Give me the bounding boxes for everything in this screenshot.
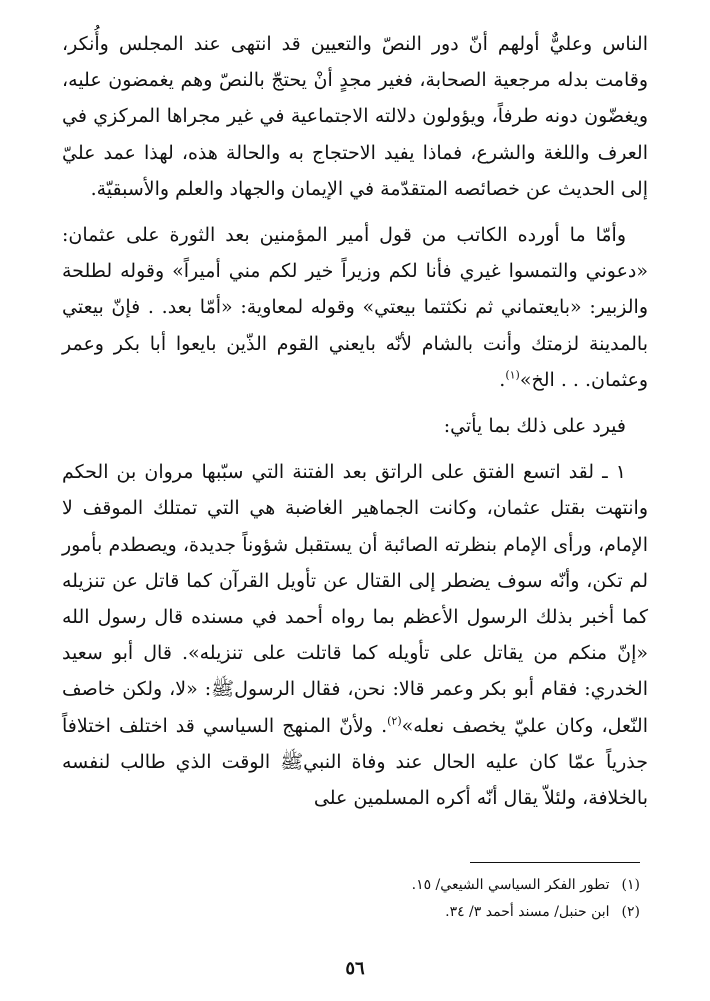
footnote-2-number: (٢) xyxy=(621,904,640,920)
paragraph-1-text: الناس وعليٌّ أولهم أنّ دور النصّ والتعيين قد انتهى عند المجلس وأُنكر، وقامت بدله مرجعية الصحابة، فغير مجدٍ أنْ يحتجّ بالنصّ وهم يغمضون عليه، ويغضّون دونه طرفاً، ويؤولون دلالته الاجتماعية في غير مجراها المركزي في العرف واللغة والشرع، فماذا يفيد الاحتجاج به والحالة هذه، لهذا عمد عليّ إلى الحديث عن خصائصه المتقدّمة في الإيمان والجهاد والعلم والأسبقيّة. xyxy=(62,33,648,200)
footnote-ref-1[interactable]: (١) xyxy=(505,368,520,382)
footnote-2-text: ابن حنبل/ مسند أحمد ٣/ ٣٤. xyxy=(445,904,610,920)
footnote-1-number: (١) xyxy=(621,877,640,893)
paragraph-3-text: فيرد على ذلك بما يأتي: xyxy=(443,415,626,438)
footnote-divider xyxy=(470,862,640,863)
paragraph-2: وأمّا ما أورده الكاتب من قول أمير المؤمنين بعد الثورة على عثمان: «دعوني والتمسوا غيري فأنا لكم وزيراً خير لكم مني أميراً» وقوله لطلحة والزبير: «بايعتماني ثم نكثتما بيعتي» وقوله لمعاوية: «أمّا بعد. . فإنّ بيعتي بالمدينة لزمتك وأنت بالشام لأنّه بايعني القوم الذّين بايعوا أبا بكر وعمر وعثمان. . . الخ»$^{(١)}$. xyxy=(62,224,648,391)
paragraph-3 xyxy=(62,408,648,444)
paragraph-4-continuation: . ولأنّ المنهج السياسي قد اختلف اختلافاً جذرياً عمّا كان عليه الحال عند وفاة النبيﷺ الوقت الذي طالب لنفسه بالخلافة، ولئلاّ يقال أنّه أكره المسلمين على xyxy=(62,714,648,810)
paragraph-2-text: وأمّا ما أورده الكاتب من قول أمير المؤمنين بعد الثورة على عثمان: «دعوني والتمسوا غيري فأنا لكم وزيراً خير لكم مني أميراً» وقوله لطلحة والزبير: «بايعتماني ثم نكثتما بيعتي» وقوله لمعاوية: «أمّا بعد. . فإنّ بيعتي بالمدينة لزمتك وأنت بالشام لأنّه بايعني القوم الذّين بايعوا أبا بكر وعمر وعثمان. . . الخ» xyxy=(62,224,648,391)
footnote-2 xyxy=(70,899,640,926)
paragraph-1 xyxy=(62,26,648,207)
footnote-1 xyxy=(70,872,640,899)
footnotes xyxy=(70,872,640,926)
page-body xyxy=(62,26,648,816)
footnote-1-text: تطور الفكر السياسي الشيعي/ ١٥. xyxy=(411,877,610,893)
paragraph-4 xyxy=(62,454,648,816)
footnote-ref-2[interactable]: (٢) xyxy=(387,714,402,728)
paragraph-4-text: ١ ـ لقد اتسع الفتق على الراتق بعد الفتنة التي سبّبها مروان بن الحكم وانتهت بقتل عثمان، وكانت الجماهير الغاضبة هي التي تمتلك الموقف لا الإمام، ورأى الإمام بنظرته الصائبة أن يستقبل شؤوناً جديدة، ويصطدم بأمور لم تكن، وأنّه سوف يضطر إلى القتال عن تأويل القرآن كما قاتل عن تنزيله كما أخبر بذلك الرسول الأعظم بما رواه أحمد في مسنده قال رسول الله «إنّ منكم من يقاتل على تأويله كما قاتلت على تنزيله». قال أبو سعيد الخدري: فقام أبو بكر وعمر قالا: نحن، فقال الرسولﷺ: «لا، ولكن خاصف النّعل، وكان عليّ يخصف نعله» xyxy=(62,461,648,737)
page-number: ٥٦ xyxy=(345,958,365,979)
